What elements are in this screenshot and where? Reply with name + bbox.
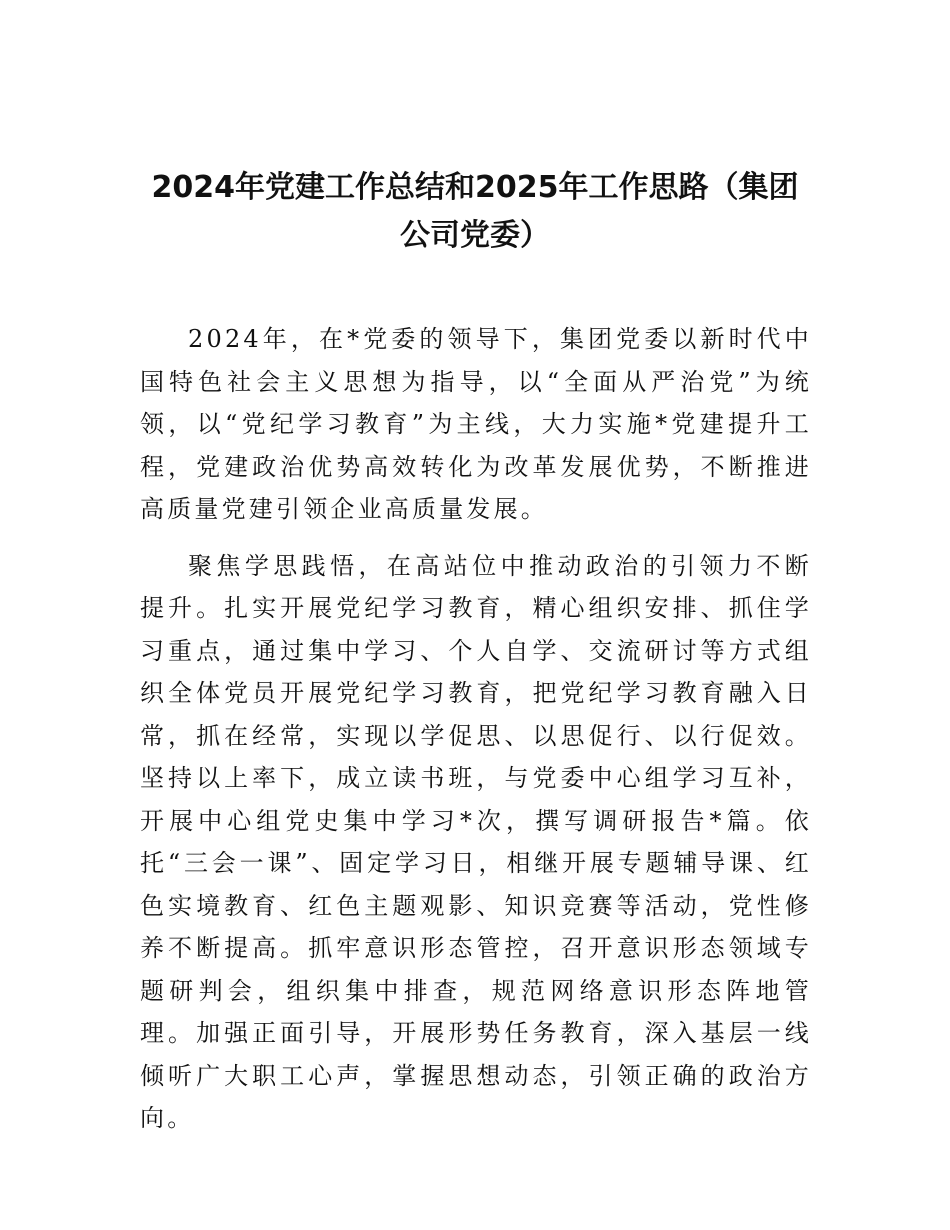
- document-body: [140, 318, 812, 1154]
- document-title: 2024年党建工作总结和2025年工作思路（集团公司党委）: [151, 170, 799, 253]
- paragraph-intro: 2024年，在*党委的领导下，集团党委以新时代中国特色社会主义思想为指导，以“全面从严治党”为统领，以“党纪学习教育”为主线，大力实施*党建提升工程，党建政治优势高效转化为改革发展优势，不断推进高质量党建引领企业高质量发展。: [140, 325, 812, 523]
- paragraph-political-study: 聚焦学思践悟，在高站位中推动政治的引领力不断提升。扎实开展党纪学习教育，精心组织安排、抓住学习重点，通过集中学习、个人自学、交流研讨等方式组织全体党员开展党纪学习教育，把党纪学习教育融入日常，抓在经常，实现以学促思、以思促行、以行促效。坚持以上率下，成立读书班，与党委中心组学习互补，开展中心组党史集中学习*次，撰写调研报告*篇。依托“三会一课”、固定学习日，相继开展专题辅导课、红色实境教育、红色主题观影、知识竞赛等活动，党性修养不断提高。抓牢意识形态管控，召开意识形态领域专题研判会，组织集中排查，规范网络意识形态阵地管理。加强正面引导，开展形势任务教育，深入基层一线倾听广大职工心声，掌握思想动态，引领正确的政治方向。: [140, 551, 812, 1132]
